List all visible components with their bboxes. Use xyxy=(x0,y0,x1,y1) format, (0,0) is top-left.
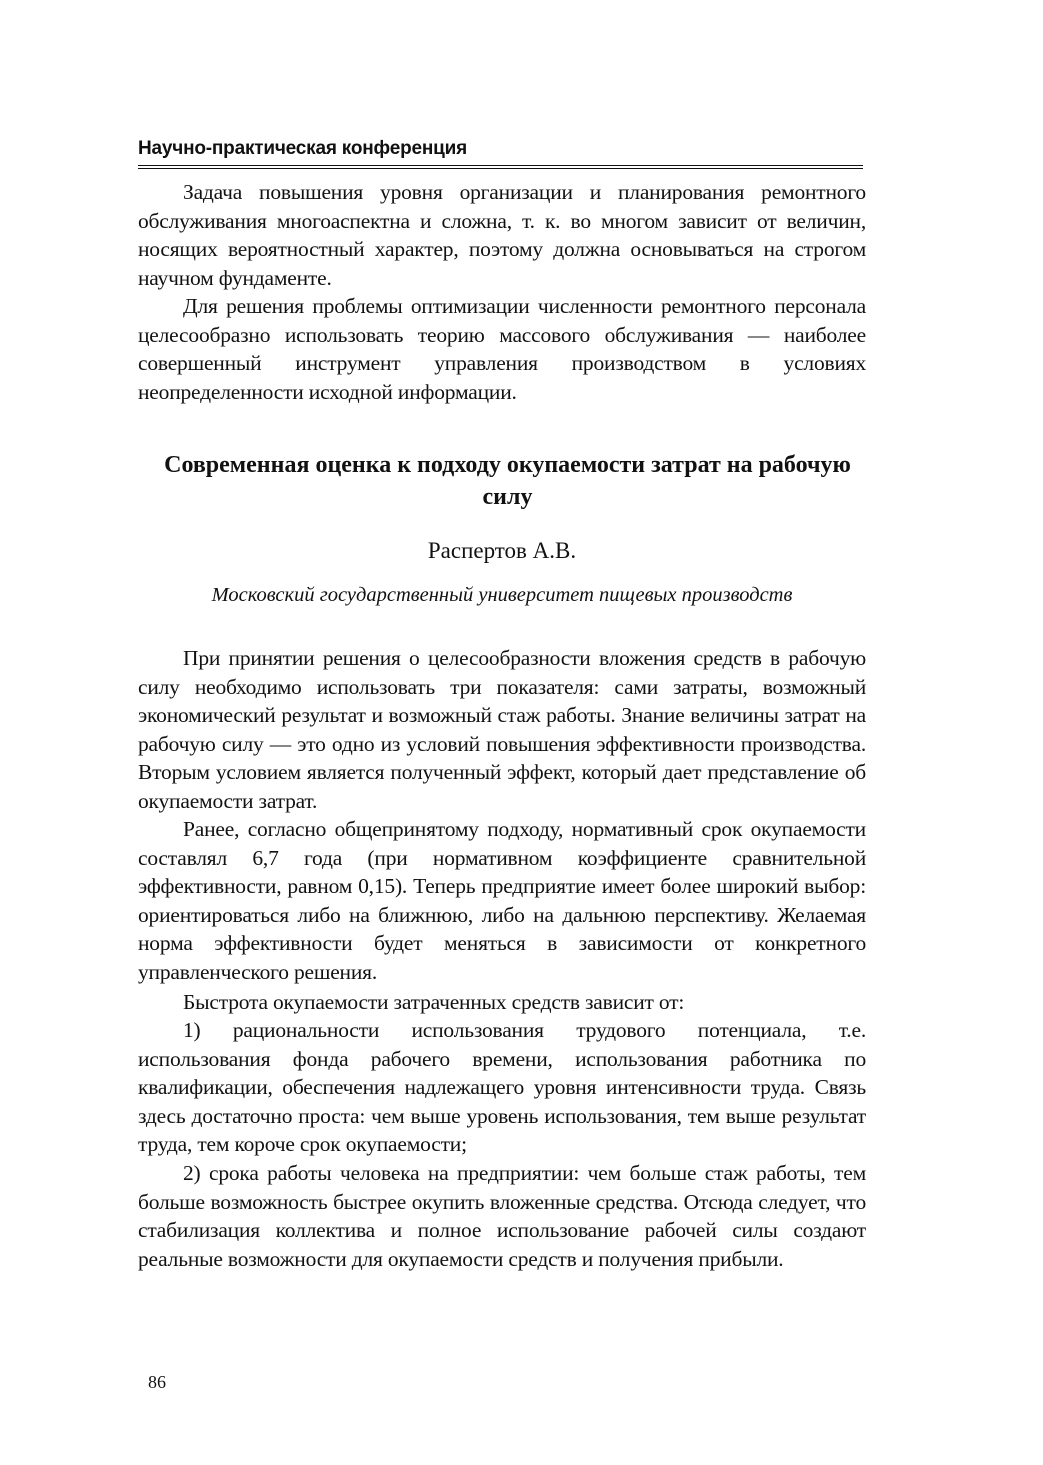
list-item: 2) срока работы человека на предприятии: чем больше стаж работы, тем больше возможность быстрее окупить вложенные средства. Отсюда следует, что стабилизация коллектива и полное использование рабочей силы создают реальные возможности для окупаемости средств и получения прибыли. xyxy=(138,1161,866,1271)
running-header: Научно-практическая конференция xyxy=(138,138,467,159)
page-number: 86 xyxy=(148,1372,166,1392)
list-item: 1) рациональности использования трудового потенциала, т.е. использования фонда рабочего времени, использования работника по квалификации, обеспечения надлежащего уровня интенсивности труда. Связь здесь достаточно проста: чем выше уровень использования, тем выше результат труда, тем короче срок окупаемости; xyxy=(138,1018,866,1157)
paragraph: При принятии решения о целесообразности вложения средств в рабочую силу необходимо использовать три показателя: сами затраты, возможный экономический результат и возможный стаж работы. Знание величины затрат на рабочую силу — это одно из условий повышения эффективности производства. Вторым условием является полученный эффект, который дает представление об окупаемости затрат. xyxy=(138,646,866,813)
paragraph: Быстрота окупаемости затраченных средств зависит от: xyxy=(183,990,685,1014)
paragraph: Ранее, согласно общепринятому подходу, нормативный срок окупаемости составлял 6,7 года (при нормативном коэффициенте сравнительной эффективности, равном 0,15). Теперь предприятие имеет более широкий выбор: ориентироваться либо на ближнюю, либо на дальнюю перспективу. Желаемая норма эффективности будет меняться в зависимости от конкретного управленческого решения. xyxy=(138,817,866,984)
article-affiliation: Московский государственный университет пищевых производств xyxy=(211,584,793,606)
header-rule xyxy=(138,165,863,169)
paragraph: Для решения проблемы оптимизации численности ремонтного персонала целесообразно использовать теорию массового обслуживания — наиболее совершенный инструмент управления производством в условиях неопределенности исходной информации. xyxy=(138,294,866,404)
article-author: Распертов А.В. xyxy=(427,538,577,563)
paragraph: Задача повышения уровня организации и планирования ремонтного обслуживания многоаспектна и сложна, т. к. во многом зависит от величин, носящих вероятностный характер, поэтому должна основываться на строгом научном фундаменте. xyxy=(138,180,866,290)
article-title: Современная оценка к подходу окупаемости затрат на рабочую силу xyxy=(164,452,851,510)
